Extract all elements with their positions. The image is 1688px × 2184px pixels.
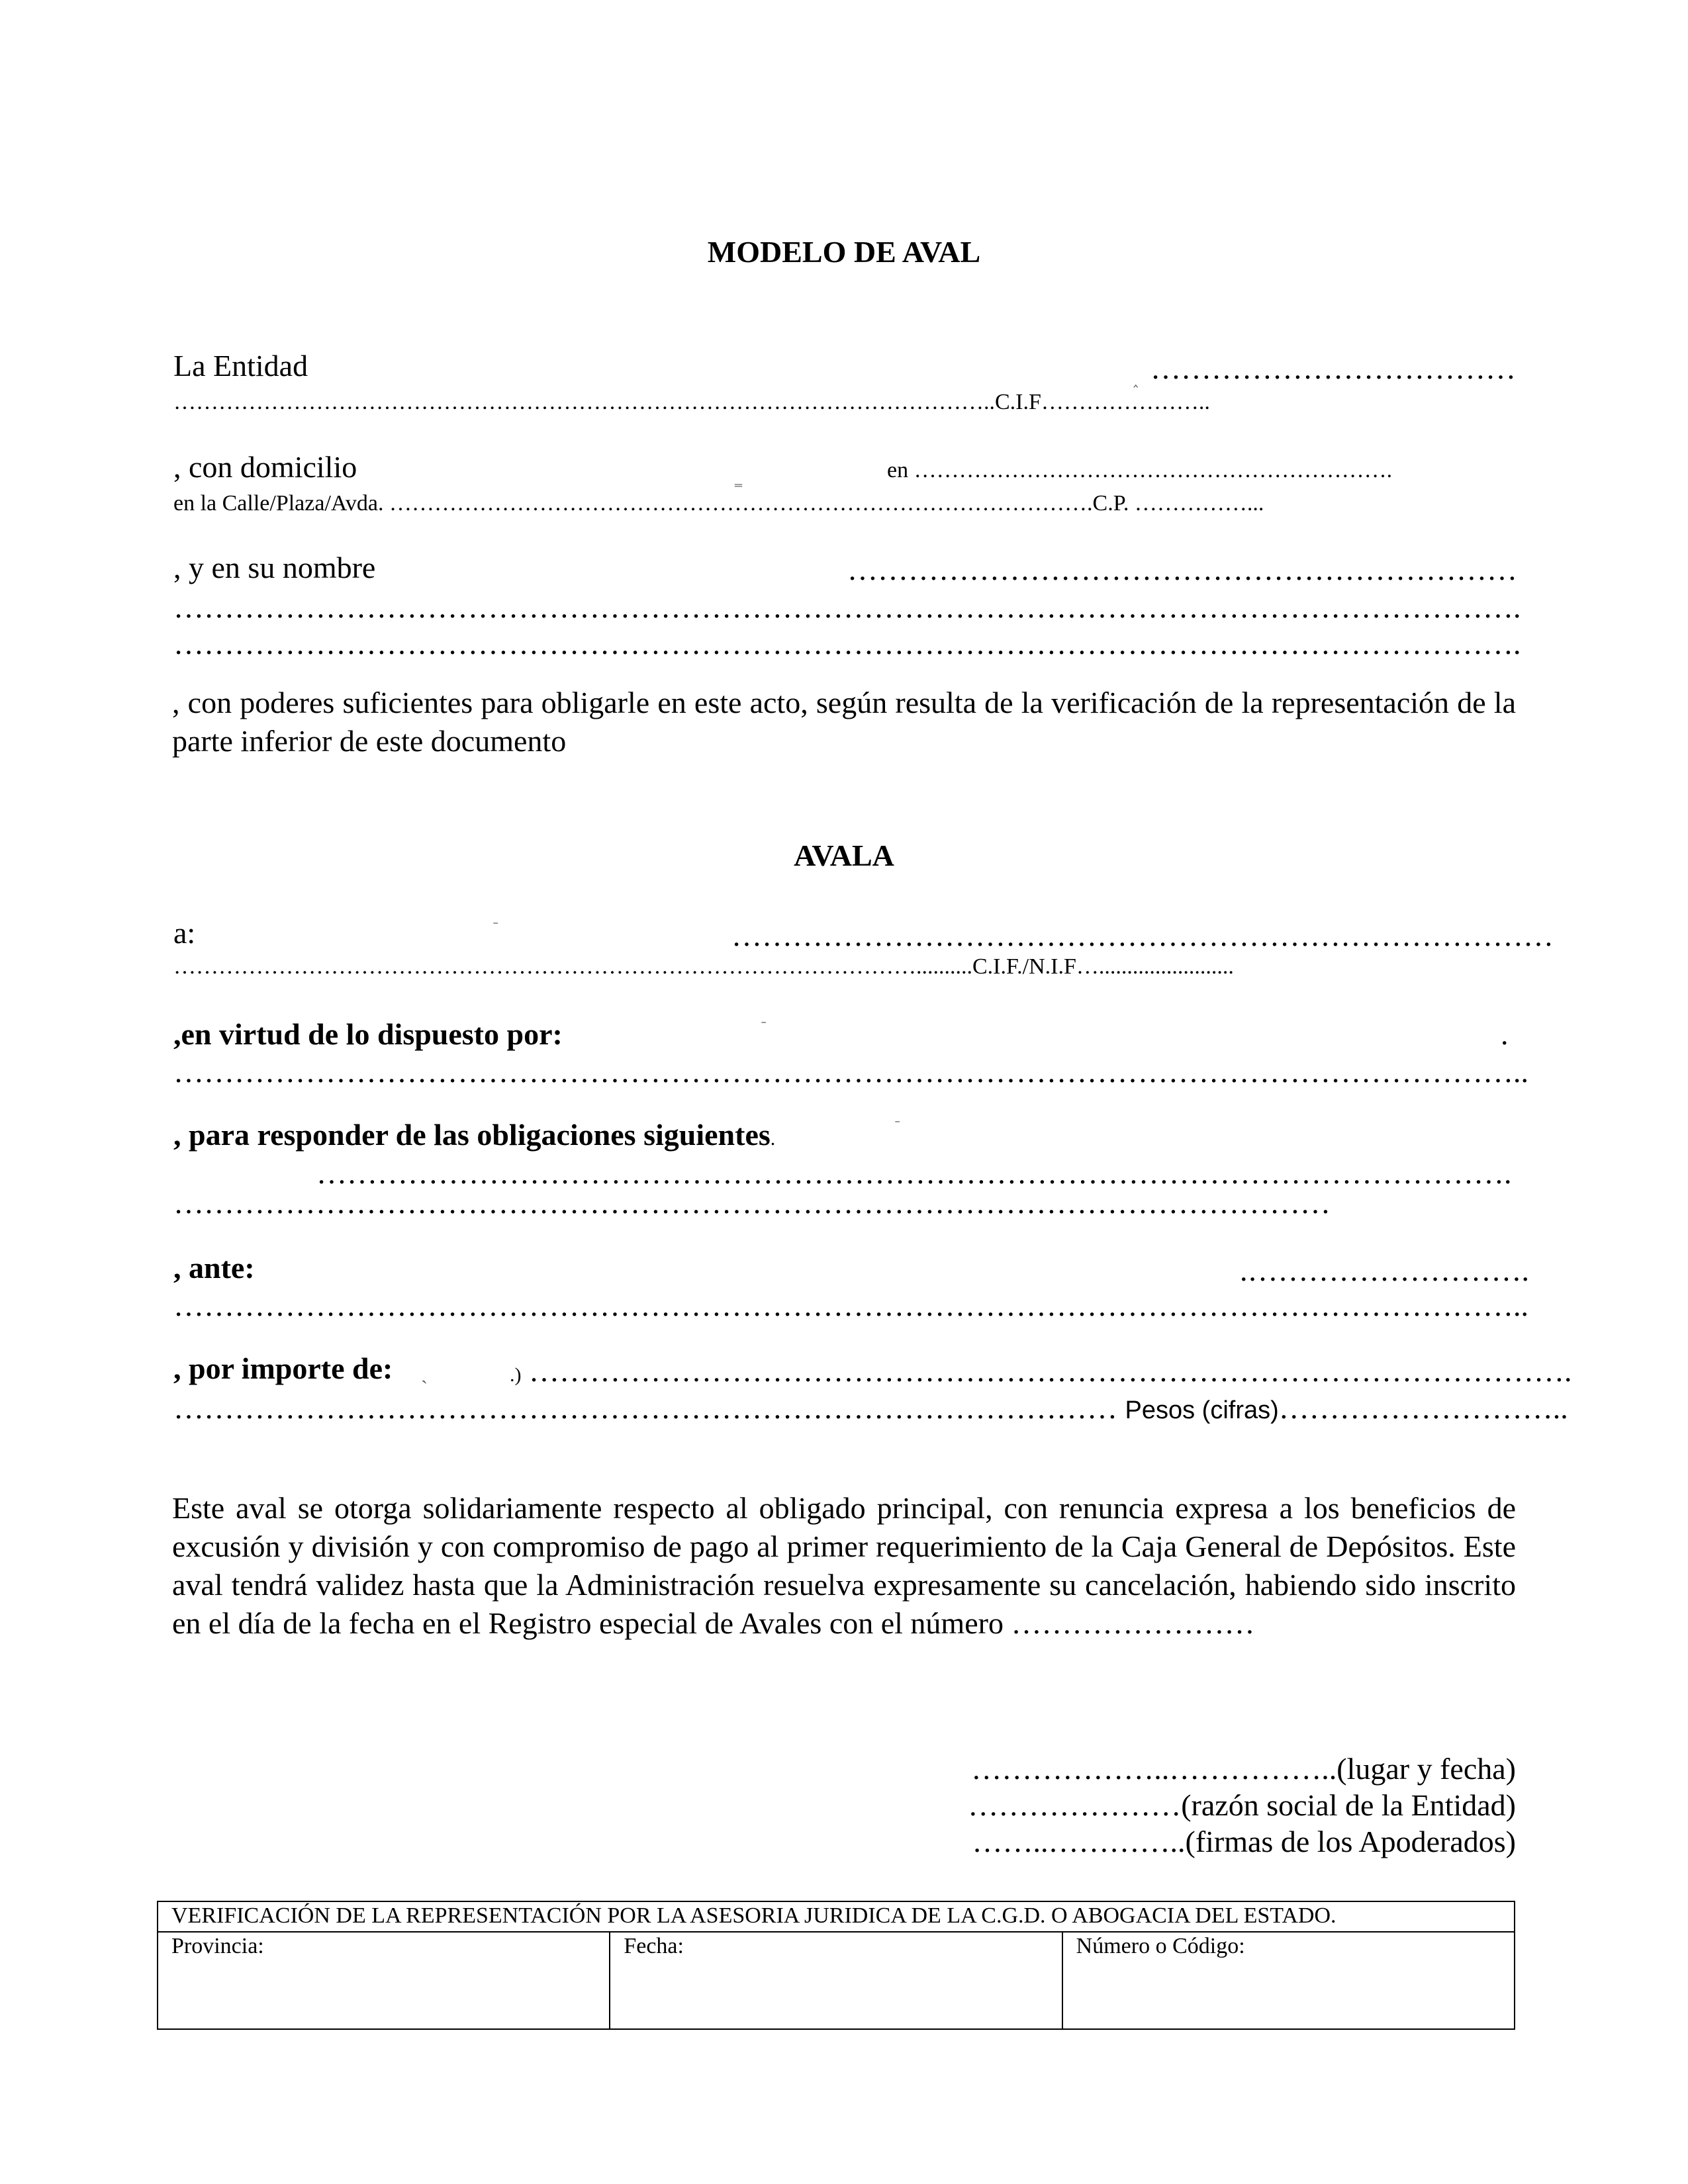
domicilio-en-line	[887, 459, 1392, 482]
en-label: en	[887, 458, 909, 482]
obligaciones-field-2[interactable]: ……………………………………………………………………………………………………	[173, 1186, 1331, 1220]
firmas-apoderados-line[interactable]: ……..…………..(firmas de los Apoderados)	[972, 1825, 1516, 1858]
numero-cell[interactable]	[1062, 1932, 1515, 2029]
nombre-label: , y en su nombre	[173, 551, 376, 584]
calle-line	[173, 492, 1264, 515]
entidad-line2	[173, 391, 1210, 414]
entidad-label: La Entidad	[173, 349, 308, 383]
entidad-mark: ‸	[1133, 371, 1139, 387]
poderes-paragraph: , con poderes suficientes para obligarle en este acto, según resulta de la verificación de la representación de la parte inferior de este documento	[172, 686, 1516, 758]
entidad-line2-dots[interactable]: ………………………………………………………………………………………………..	[173, 390, 995, 414]
ante-label: , ante:	[173, 1251, 255, 1285]
obligaciones-label-text: , para responder de las obligaciones siguientes	[173, 1118, 771, 1152]
aval-terms-paragraph: Este aval se otorga solidariamente respecto al obligado principal, con renuncia expresa a los beneficios de excusión y división y con compromiso de pago al primer requerimiento de la Caja General de Depósitos. Este aval tendrá validez hasta que la Administración resuelva expresamente su cancelación, habiendo sido inscrito en el día de la fecha en el Registro especial de Avales con el número ……………………	[172, 1491, 1516, 1640]
avalado-mark: ˉ	[493, 919, 498, 935]
ante-field-2[interactable]: ……………………………………………………………………………………………………………………..	[173, 1289, 1528, 1322]
numero-label: Número o Código:	[1076, 1934, 1245, 1958]
obligaciones-label	[173, 1120, 775, 1150]
nombre-field-3[interactable]: …………………………………………………………………………………………………………………….	[173, 627, 1521, 660]
cifnif-label: C.I.F./N.I.F	[972, 954, 1076, 979]
importe-letras-line	[510, 1356, 1572, 1387]
nombre-field-2[interactable]: …………………………………………………………………………………………………………………….	[173, 590, 1521, 624]
virtud-field[interactable]: ……………………………………………………………………………………………………………………..	[173, 1055, 1528, 1089]
calle-field[interactable]: ………………………………………………………………………………….	[389, 491, 1093, 516]
pesos-cifras-field[interactable]: ………………………..	[1278, 1391, 1568, 1425]
ante-field-1[interactable]: .……………………….	[1240, 1253, 1529, 1287]
importe-label: , por importe de:	[173, 1351, 393, 1385]
calle-label: en la Calle/Plaza/Avda.	[173, 491, 384, 516]
verification-header: VERIFICACIÓN DE LA REPRESENTACIÓN POR LA ASESORIA JURIDICA DE LA C.G.D. O ABOGACIA DEL ESTADO.	[158, 1901, 1515, 1932]
avalado-label: a:	[173, 916, 196, 950]
obligaciones-mark: ˉ	[895, 1117, 900, 1134]
pesos-cifras-label: Pesos (cifras)	[1125, 1396, 1279, 1424]
lugar-fecha-line[interactable]: ………………..……………..(lugar y fecha)	[971, 1752, 1516, 1786]
cp-field[interactable]: ……………...	[1134, 491, 1264, 516]
domicilio-label: , con domicilio	[173, 450, 357, 484]
fecha-label: Fecha:	[624, 1934, 684, 1958]
cifnif-field[interactable]: …........................	[1076, 954, 1234, 979]
importe-cifras-line	[173, 1393, 1568, 1424]
avalado-line2	[173, 956, 1234, 978]
virtud-label: ,en virtud de lo dispuesto por:	[173, 1017, 563, 1051]
virtud-end-mark: .	[1501, 1017, 1509, 1051]
nombre-field-1[interactable]: …………………………………………………………	[847, 553, 1517, 586]
importe-letras-field[interactable]: ………………………………………………………………………………………….	[529, 1354, 1572, 1388]
cp-label: C.P.	[1092, 491, 1129, 516]
importe-mark: ˎ	[421, 1362, 428, 1384]
document-title: MODELO DE AVAL	[707, 235, 981, 269]
provincia-label: Provincia:	[171, 1934, 264, 1958]
domicilio-mark: ‗	[735, 470, 742, 486]
entidad-name-field[interactable]: ………………………………	[1150, 351, 1516, 385]
provincia-cell[interactable]	[158, 1932, 610, 2029]
obligaciones-field-1[interactable]: ……………………………………………………………………………………………………….	[316, 1156, 1512, 1190]
avala-heading: AVALA	[794, 839, 894, 872]
verification-table	[157, 1901, 1515, 2030]
importe-cifras-dots[interactable]: …………………………………………………………………………………	[173, 1391, 1117, 1425]
razon-social-line[interactable]: …………………(razón social de la Entidad)	[968, 1788, 1516, 1822]
obligaciones-end-mark: .	[770, 1128, 776, 1150]
cif-label: C.I.F	[995, 390, 1041, 414]
virtud-mark: ˉ	[761, 1018, 767, 1034]
importe-paren: .)	[510, 1364, 522, 1386]
avalado-line2-dots[interactable]: ………………………………………………………………………………………..........	[173, 954, 972, 979]
avalado-name-field[interactable]: ………………………………………………………………………	[731, 919, 1554, 952]
fecha-cell[interactable]	[610, 1932, 1062, 2029]
municipio-field[interactable]: ……………………………………………………….	[914, 458, 1393, 482]
cif-field[interactable]: …………………..	[1041, 390, 1210, 414]
